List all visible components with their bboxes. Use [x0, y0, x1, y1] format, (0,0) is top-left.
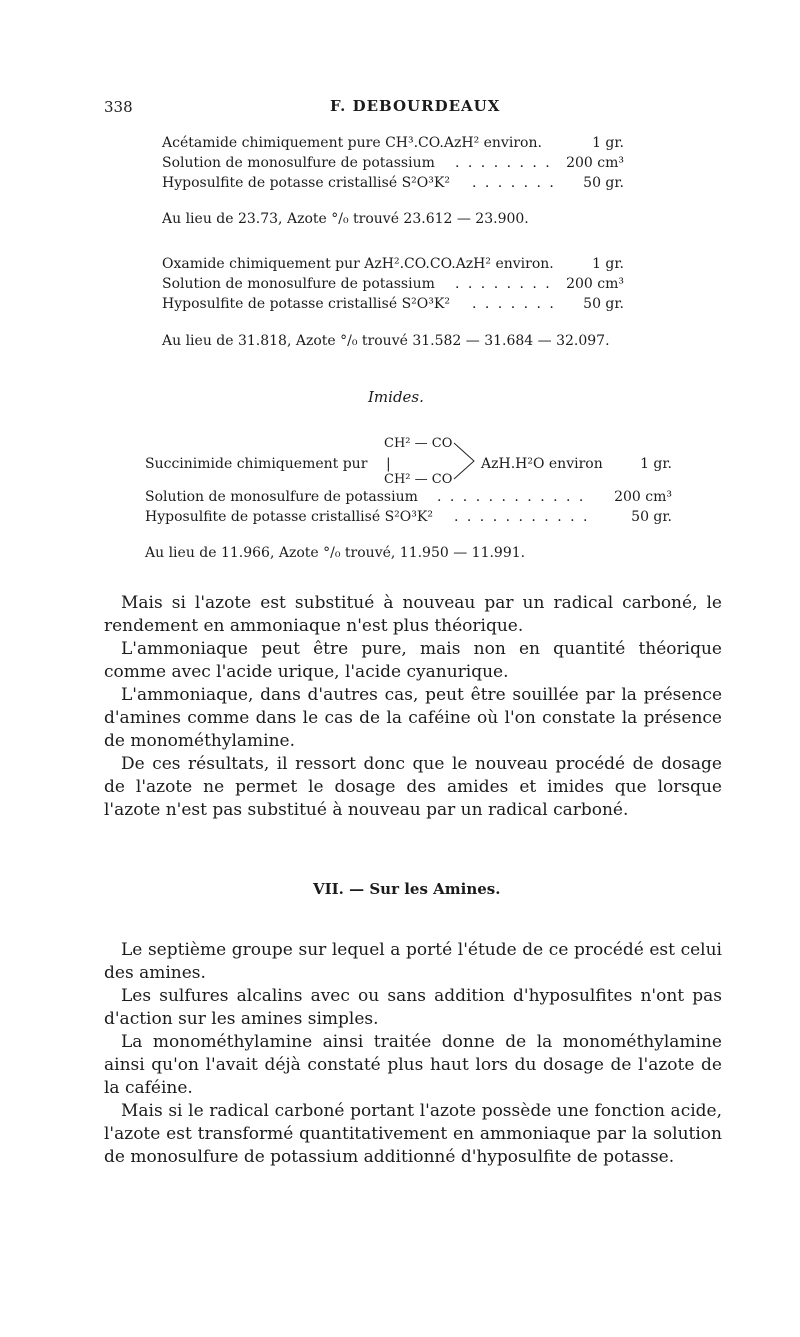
reagent-quantity: 50 gr. — [631, 509, 672, 525]
formula-bracket — [452, 440, 482, 482]
leader-dots: . . . . . . . . . . . . — [437, 489, 586, 505]
running-title: F. DEBOURDEAUX — [330, 97, 501, 115]
formula-bottom: CH² — CO — [384, 472, 453, 487]
reagent-name: Acétamide chimiquement pure CH³.CO.AzH² environ. — [162, 135, 542, 151]
reagent-name: Oxamide chimiquement pur AzH².CO.CO.AzH² environ. — [162, 256, 554, 272]
result-line: Au lieu de 31.818, Azote °/₀ trouvé 31.582 — 31.684 — 32.097. — [162, 333, 610, 349]
reagent-quantity: 50 gr. — [583, 175, 624, 191]
imides-subheading: Imides. — [368, 388, 424, 406]
formula-top: CH² — CO — [384, 436, 453, 451]
leader-dots: . . . . . . . . — [455, 276, 552, 292]
body-text-block-2 — [104, 939, 722, 1169]
leader-dots: . . . . . . . — [472, 296, 556, 312]
formula-bond: | — [386, 456, 391, 472]
leader-dots: . . . . . . . . . . . — [454, 509, 590, 525]
reagent-quantity: 50 gr. — [583, 296, 624, 312]
reagent-quantity: 200 cm³ — [566, 155, 624, 171]
result-line: Au lieu de 11.966, Azote °/₀ trouvé, 11.950 — 11.991. — [145, 545, 526, 561]
section-heading: VII. — Sur les Amines. — [313, 880, 501, 898]
paragraph: Mais si l'azote est substitué à nouveau par un radical carboné, le rendement en ammoniaque n'est plus théorique. — [104, 593, 722, 636]
result-line: Au lieu de 23.73, Azote °/₀ trouvé 23.612 — 23.900. — [162, 211, 529, 227]
reagent-quantity: 200 cm³ — [566, 276, 624, 292]
body-text-block-1 — [104, 592, 722, 822]
formula-tail: AzH.H²O environ — [481, 456, 603, 472]
reagent-name: Solution de monosulfure de potassium — [145, 489, 418, 505]
paragraph: L'ammoniaque peut être pure, mais non en quantité théorique comme avec l'acide urique, l'acide cyanurique. — [104, 639, 722, 682]
leader-dots: . . . . . . . — [472, 175, 556, 191]
reagent-quantity: 200 cm³ — [614, 489, 672, 505]
reagent-quantity: 1 gr. — [592, 135, 624, 151]
reagent-name: Succinimide chimiquement pur — [145, 456, 368, 472]
reagent-name: Hyposulfite de potasse cristallisé S²O³K² — [145, 509, 433, 525]
paragraph: De ces résultats, il ressort donc que le nouveau procédé de dosage de l'azote ne permet le dosage des amides et imides que lorsque l'azote n'est pas substitué à nouveau par un radical carboné. — [104, 754, 722, 820]
reagent-name: Hyposulfite de potasse cristallisé S²O³K² — [162, 296, 450, 312]
paragraph: Les sulfures alcalins avec ou sans addition d'hyposulfites n'ont pas d'action sur les amines simples. — [104, 986, 722, 1029]
reagent-quantity: 1 gr. — [592, 256, 624, 272]
reagent-name: Solution de monosulfure de potassium — [162, 155, 435, 171]
reagent-name: Hyposulfite de potasse cristallisé S²O³K² — [162, 175, 450, 191]
reagent-name: Solution de monosulfure de potassium — [162, 276, 435, 292]
paragraph: Le septième groupe sur lequel a porté l'étude de ce procédé est celui des amines. — [104, 940, 722, 983]
paragraph: La monométhylamine ainsi traitée donne de la monométhylamine ainsi qu'on l'avait déjà constaté plus haut lors du dosage de l'azote de la caféine. — [104, 1032, 722, 1098]
reagent-quantity: 1 gr. — [640, 456, 672, 472]
paragraph: Mais si le radical carboné portant l'azote possède une fonction acide, l'azote est transformé quantitativement en ammoniaque par la solution de monosulfure de potassium additionné d'hyposulfite de potasse. — [104, 1101, 722, 1167]
paragraph: L'ammoniaque, dans d'autres cas, peut être souillée par la présence d'amines comme dans le cas de la caféine où l'on constate la présence de monométhylamine. — [104, 685, 722, 751]
leader-dots: . . . . . . . . — [455, 155, 552, 171]
page-number: 338 — [104, 98, 133, 116]
